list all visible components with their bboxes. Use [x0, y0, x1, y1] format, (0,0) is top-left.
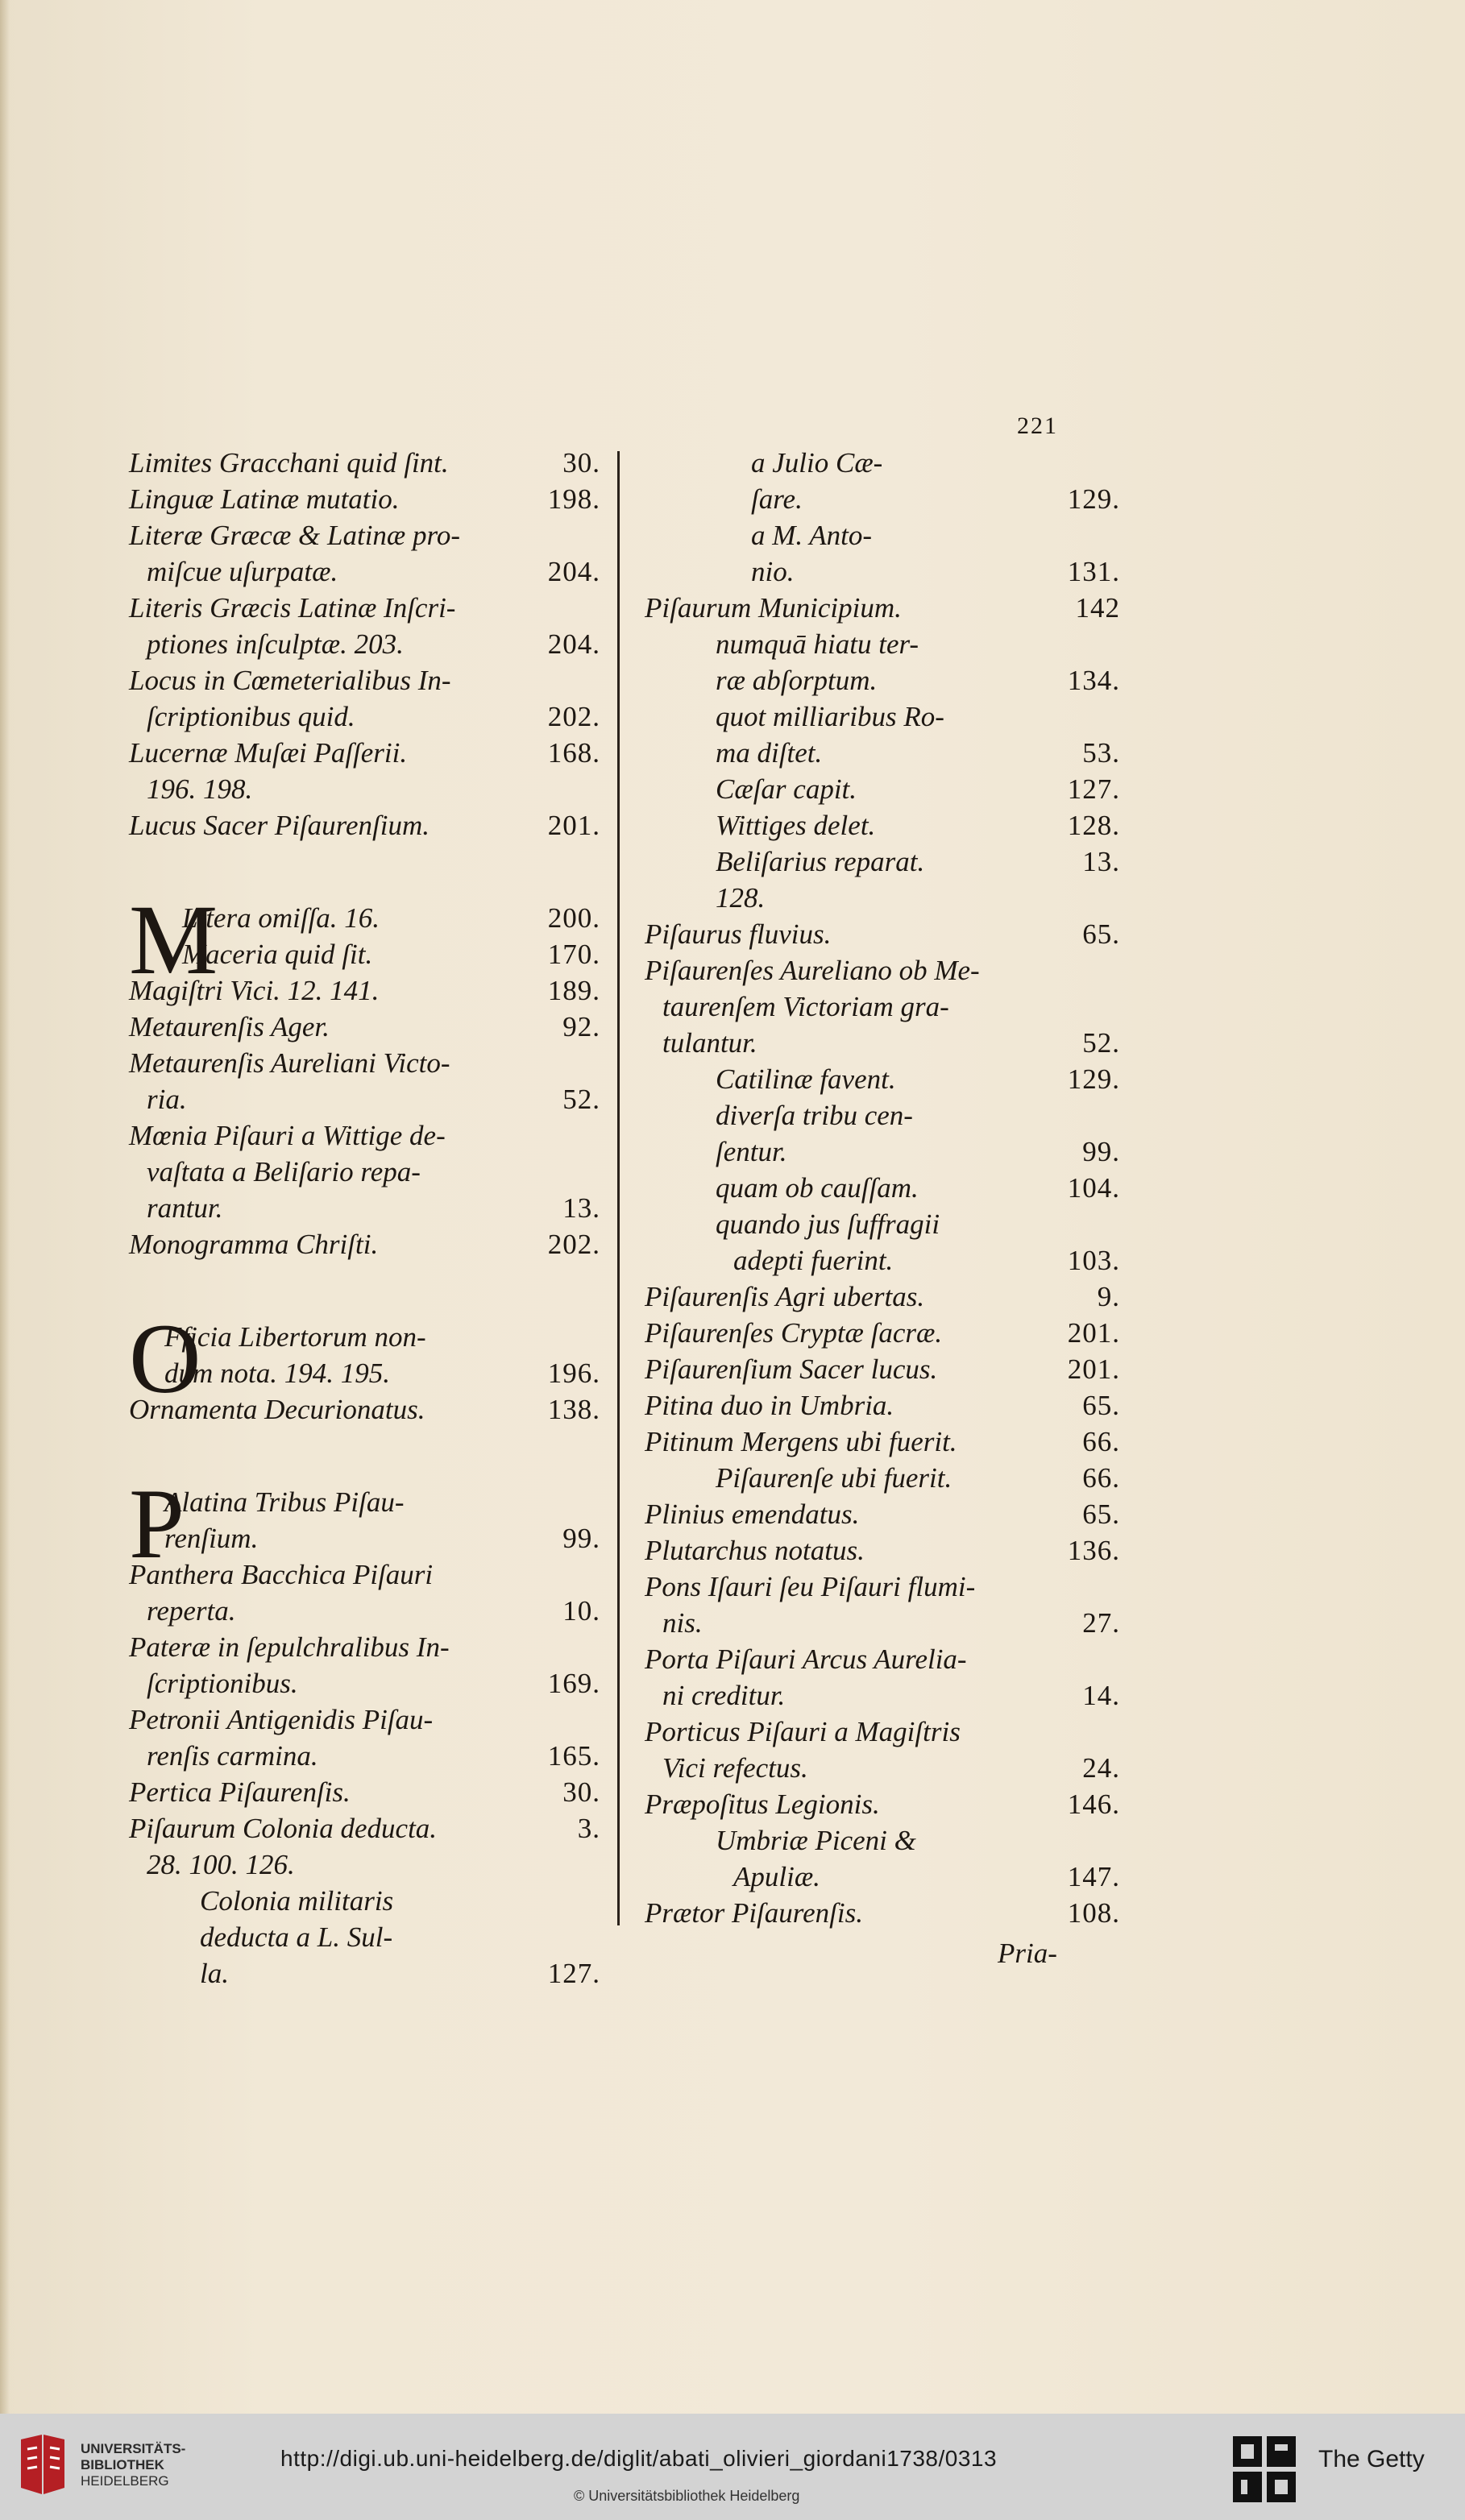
- entry-text: Piſaurum Colonia deducta.: [129, 1813, 438, 1844]
- index-column-right: [645, 445, 1120, 1931]
- entry-text: Piſaurenſium Sacer lucus.: [645, 1353, 938, 1385]
- drop-cap: O: [129, 1304, 201, 1414]
- entry-page-ref: 13.: [1082, 846, 1120, 877]
- index-entry: [645, 1714, 1120, 1750]
- entry-text: Pitinum Mergens ubi fuerit.: [645, 1426, 957, 1457]
- entry-text: ſcriptionibus quid.: [147, 701, 355, 732]
- copyright-notice: © Universitätsbibliothek Heidelberg: [574, 2488, 800, 2504]
- index-entry: [645, 1895, 1120, 1931]
- entry-text: Colonia militaris: [200, 1885, 394, 1917]
- index-entry: [129, 936, 600, 972]
- index-entry: [645, 1279, 1120, 1315]
- index-entry: [645, 880, 1120, 916]
- index-entry: [645, 1822, 1120, 1859]
- entry-page-ref: 65.: [1082, 1498, 1120, 1530]
- partner-name: The Getty: [1318, 2446, 1425, 2472]
- entry-page-ref: 66.: [1082, 1462, 1120, 1494]
- entry-page-ref: 9.: [1097, 1281, 1120, 1312]
- entry-text: Wittiges delet.: [716, 810, 876, 841]
- entry-text: quam ob cauſſam.: [716, 1172, 919, 1204]
- index-entry: [645, 1315, 1120, 1351]
- index-entry: [645, 952, 1120, 989]
- index-entry: [645, 481, 1120, 517]
- entry-page-ref: 128.: [1067, 810, 1120, 841]
- entry-text: Plutarchus notatus.: [645, 1535, 865, 1566]
- entry-text: Locus in Cœmeterialibus In-: [129, 665, 451, 696]
- entry-page-ref: 27.: [1082, 1607, 1120, 1639]
- entry-page-ref: 198.: [547, 483, 600, 515]
- entry-page-ref: 131.: [1067, 556, 1120, 587]
- entry-text: Linguæ Latinæ mutatio.: [129, 483, 400, 515]
- entry-text: Maceria quid ſit.: [182, 939, 373, 970]
- ub-heidelberg-logo-icon: [15, 2431, 71, 2499]
- index-column-left: [129, 445, 600, 1992]
- index-entry: [129, 1391, 600, 1428]
- entry-page-ref: 147.: [1067, 1861, 1120, 1892]
- entry-page-ref: 200.: [547, 902, 600, 934]
- entry-text: quot milliaribus Ro-: [716, 701, 944, 732]
- entry-text: Pateræ in ſepulchralibus In-: [129, 1631, 450, 1663]
- index-entry: [645, 1532, 1120, 1569]
- index-entry: [129, 517, 600, 553]
- entry-page-ref: 136.: [1067, 1535, 1120, 1566]
- index-entry: [129, 972, 600, 1009]
- index-entry: [645, 1569, 1120, 1605]
- entry-text: ria.: [147, 1084, 187, 1115]
- index-entry: [129, 626, 600, 662]
- entry-text: Apuliæ.: [733, 1861, 820, 1892]
- index-entry: [645, 1641, 1120, 1677]
- entry-page-ref: 127.: [1067, 773, 1120, 805]
- entry-text: taurenſem Victoriam gra-: [662, 991, 949, 1022]
- index-entry: [645, 1859, 1120, 1895]
- entry-page-ref: 65.: [1082, 918, 1120, 950]
- entry-text: Magiſtri Vici. 12. 141.: [129, 975, 380, 1006]
- entry-text: ræ abſorptum.: [716, 665, 878, 696]
- entry-page-ref: 138.: [547, 1394, 600, 1425]
- entry-text: diverſa tribu cen-: [716, 1100, 913, 1131]
- index-entry: [645, 1061, 1120, 1097]
- entry-page-ref: 24.: [1082, 1752, 1120, 1784]
- index-entry: [129, 1154, 600, 1190]
- entry-page-ref: 196.: [547, 1357, 600, 1389]
- entry-page-ref: 99.: [1082, 1136, 1120, 1167]
- index-entry: [645, 1025, 1120, 1061]
- entry-page-ref: 52.: [1082, 1027, 1120, 1059]
- index-entry: [645, 1496, 1120, 1532]
- entry-text: a M. Anto-: [751, 520, 873, 551]
- entry-text: reperta.: [147, 1595, 236, 1627]
- index-entry: [129, 662, 600, 698]
- index-entry: [645, 1677, 1120, 1714]
- index-entry: [129, 1629, 600, 1665]
- index-entry: [129, 1117, 600, 1154]
- entry-text: Limites Gracchani quid ſint.: [129, 447, 449, 479]
- index-entry: [645, 590, 1120, 626]
- entry-text: Lucus Sacer Piſaurenſium.: [129, 810, 430, 841]
- index-entry: [129, 445, 600, 481]
- entry-page-ref: 108.: [1067, 1897, 1120, 1929]
- entry-text: Plinius emendatus.: [645, 1498, 860, 1530]
- index-entry: [645, 1750, 1120, 1786]
- entry-text: tulantur.: [662, 1027, 757, 1059]
- viewer-footer: [0, 2414, 1465, 2520]
- page-number: 221: [1017, 412, 1058, 439]
- entry-page-ref: 52.: [562, 1084, 600, 1115]
- index-entry: [645, 1097, 1120, 1134]
- index-entry: [129, 1593, 600, 1629]
- entry-text: ſentur.: [716, 1136, 787, 1167]
- entry-text: Pons Iſauri ſeu Piſauri flumi-: [645, 1571, 976, 1602]
- entry-page-ref: 168.: [547, 737, 600, 769]
- entry-text: deducta a L. Sul-: [200, 1921, 393, 1953]
- catchword: Pria-: [998, 1938, 1057, 1969]
- index-entry: [645, 1206, 1120, 1242]
- index-entry: [129, 590, 600, 626]
- entry-page-ref: 204.: [547, 556, 600, 587]
- index-entry: [645, 916, 1120, 952]
- entry-text: quando jus ſuffragii: [716, 1208, 940, 1240]
- entry-text: Metaurenſis Ager.: [129, 1011, 330, 1042]
- entry-page-ref: 134.: [1067, 665, 1120, 696]
- entry-text: Piſaurum Municipium.: [645, 592, 902, 624]
- entry-text: Piſaurus fluvius.: [645, 918, 832, 950]
- index-entry: [645, 843, 1120, 880]
- getty-logo-icon: [1231, 2435, 1297, 2504]
- page-edge-shadow: [0, 0, 10, 2414]
- drop-cap: M: [129, 885, 218, 995]
- entry-text: Pertica Piſaurenſis.: [129, 1776, 351, 1808]
- entry-page-ref: 104.: [1067, 1172, 1120, 1204]
- entry-page-ref: 127.: [547, 1958, 600, 1989]
- entry-page-ref: 165.: [547, 1740, 600, 1772]
- index-entry: [129, 1846, 600, 1883]
- column-divider: [617, 451, 620, 1925]
- entry-page-ref: 3.: [577, 1813, 600, 1844]
- index-entry: [645, 626, 1120, 662]
- entry-text: Porticus Piſauri a Magiſtris: [645, 1716, 961, 1747]
- entry-text: Catilinæ favent.: [716, 1063, 896, 1095]
- index-entry: [129, 771, 600, 807]
- index-entry: [645, 1242, 1120, 1279]
- entry-text: miſcue uſurpatæ.: [147, 556, 338, 587]
- drop-cap: P: [129, 1469, 185, 1579]
- index-entry: [129, 1701, 600, 1738]
- entry-text: ſcriptionibus.: [147, 1668, 298, 1699]
- permalink-url[interactable]: http://digi.ub.uni-heidelberg.de/diglit/abati_olivieri_giordani1738/0313: [280, 2446, 998, 2471]
- index-entry: [129, 1226, 600, 1262]
- index-entry: [129, 735, 600, 771]
- entry-page-ref: 170.: [547, 939, 600, 970]
- index-entry: [645, 1460, 1120, 1496]
- entry-text: Literis Græcis Latinæ Inſcri-: [129, 592, 456, 624]
- entry-text: Piſaurenſis Agri ubertas.: [645, 1281, 925, 1312]
- entry-text: renſis carmina.: [147, 1740, 318, 1772]
- entry-text: nis.: [662, 1607, 703, 1639]
- entry-text: Piſaurenſes Aureliano ob Me-: [645, 955, 980, 986]
- entry-text: dum nota. 194. 195.: [164, 1357, 390, 1389]
- entry-text: ni creditur.: [662, 1680, 786, 1711]
- entry-page-ref: 202.: [547, 701, 600, 732]
- index-entry: [645, 1786, 1120, 1822]
- entry-page-ref: 202.: [547, 1229, 600, 1260]
- index-entry: [645, 1134, 1120, 1170]
- entry-text: 196. 198.: [147, 773, 253, 805]
- entry-text: Panthera Bacchica Piſauri: [129, 1559, 434, 1590]
- entry-text: Prætor Piſaurenſis.: [645, 1897, 863, 1929]
- entry-page-ref: 142: [1075, 592, 1120, 624]
- entry-text: Mœnia Piſauri a Wittige de-: [129, 1120, 446, 1151]
- index-entry: [129, 1556, 600, 1593]
- index-entry: [129, 807, 600, 843]
- index-entry: [645, 1351, 1120, 1387]
- entry-text: nio.: [751, 556, 795, 587]
- index-entry: [129, 1955, 600, 1992]
- index-entry: [645, 1387, 1120, 1424]
- index-entry: [129, 1883, 600, 1919]
- index-entry: [129, 1355, 600, 1391]
- entry-page-ref: 146.: [1067, 1788, 1120, 1820]
- index-entry: [129, 1919, 600, 1955]
- entry-text: Monogramma Chriſti.: [129, 1229, 379, 1260]
- entry-page-ref: 99.: [562, 1523, 600, 1554]
- index-entry: [645, 553, 1120, 590]
- entry-page-ref: 201.: [547, 810, 600, 841]
- index-entry: [645, 662, 1120, 698]
- index-entry: [129, 1738, 600, 1774]
- section-gap: [129, 1428, 600, 1484]
- entry-text: 128.: [716, 882, 766, 914]
- entry-text: Umbriæ Piceni &: [716, 1825, 916, 1856]
- index-entry: [129, 481, 600, 517]
- entry-text: 28. 100. 126.: [147, 1849, 295, 1880]
- entry-page-ref: 92.: [562, 1011, 600, 1042]
- index-entry: [645, 1424, 1120, 1460]
- entry-page-ref: 201.: [1067, 1317, 1120, 1349]
- entry-page-ref: 201.: [1067, 1353, 1120, 1385]
- index-entry: [129, 1045, 600, 1081]
- entry-page-ref: 66.: [1082, 1426, 1120, 1457]
- entry-text: rantur.: [147, 1192, 223, 1224]
- entry-text: ptiones inſculptæ. 203.: [147, 628, 404, 660]
- entry-page-ref: 169.: [547, 1668, 600, 1699]
- index-entry: [645, 517, 1120, 553]
- entry-text: Ornamenta Decurionatus.: [129, 1394, 425, 1425]
- index-entry: [645, 445, 1120, 481]
- entry-page-ref: 30.: [562, 447, 600, 479]
- index-entry: [129, 1810, 600, 1846]
- index-entry: [129, 698, 600, 735]
- entry-text: ma diſtet.: [716, 737, 823, 769]
- index-entry: [129, 1190, 600, 1226]
- entry-page-ref: 13.: [562, 1192, 600, 1224]
- entry-text: a Julio Cæ-: [751, 447, 883, 479]
- index-entry: [129, 1665, 600, 1701]
- index-entry: [129, 1774, 600, 1810]
- entry-text: adepti fuerint.: [733, 1245, 894, 1276]
- index-entry: [645, 771, 1120, 807]
- index-entry: [645, 698, 1120, 735]
- entry-text: Beliſarius reparat.: [716, 846, 925, 877]
- entry-text: Vici refectus.: [662, 1752, 808, 1784]
- index-entry: [645, 1605, 1120, 1641]
- index-entry: [645, 735, 1120, 771]
- entry-page-ref: 189.: [547, 975, 600, 1006]
- entry-text: renſium.: [164, 1523, 259, 1554]
- entry-text: Litera omiſſa. 16.: [182, 902, 380, 934]
- entry-page-ref: 129.: [1067, 483, 1120, 515]
- entry-text: Alatina Tribus Piſau-: [164, 1486, 405, 1518]
- entry-page-ref: 204.: [547, 628, 600, 660]
- entry-text: Literæ Græcæ & Latinæ pro-: [129, 520, 460, 551]
- index-entry: [645, 1170, 1120, 1206]
- entry-text: ſare.: [751, 483, 803, 515]
- entry-text: Pitina duo in Umbria.: [645, 1390, 894, 1421]
- entry-text: la.: [200, 1958, 229, 1989]
- entry-page-ref: 103.: [1067, 1245, 1120, 1276]
- entry-text: Porta Piſauri Arcus Aurelia-: [645, 1643, 967, 1675]
- entry-text: Metaurenſis Aureliani Victo-: [129, 1047, 450, 1079]
- entry-page-ref: 10.: [562, 1595, 600, 1627]
- library-name: UNIVERSITÄTS- BIBLIOTHEK HEIDELBERG: [81, 2441, 186, 2489]
- entry-text: Lucernæ Muſæi Paſſerii.: [129, 737, 408, 769]
- entry-text: Petronii Antigenidis Piſau-: [129, 1704, 434, 1735]
- entry-page-ref: 14.: [1082, 1680, 1120, 1711]
- index-entry: [129, 1520, 600, 1556]
- index-entry: [129, 553, 600, 590]
- entry-text: vaſtata a Beliſario repa-: [147, 1156, 421, 1187]
- index-entry: [129, 1009, 600, 1045]
- index-entry: [645, 807, 1120, 843]
- entry-page-ref: 53.: [1082, 737, 1120, 769]
- index-entry: [645, 989, 1120, 1025]
- entry-page-ref: 30.: [562, 1776, 600, 1808]
- entry-page-ref: 129.: [1067, 1063, 1120, 1095]
- entry-text: Fficia Libertorum non-: [164, 1321, 426, 1353]
- entry-text: Piſaurenſes Cryptæ ſacræ.: [645, 1317, 943, 1349]
- entry-text: numquā hiatu ter-: [716, 628, 919, 660]
- entry-text: Præpoſitus Legionis.: [645, 1788, 880, 1820]
- entry-page-ref: 65.: [1082, 1390, 1120, 1421]
- entry-text: Piſaurenſe ubi fuerit.: [716, 1462, 952, 1494]
- index-entry: [129, 1081, 600, 1117]
- entry-text: Cæſar capit.: [716, 773, 857, 805]
